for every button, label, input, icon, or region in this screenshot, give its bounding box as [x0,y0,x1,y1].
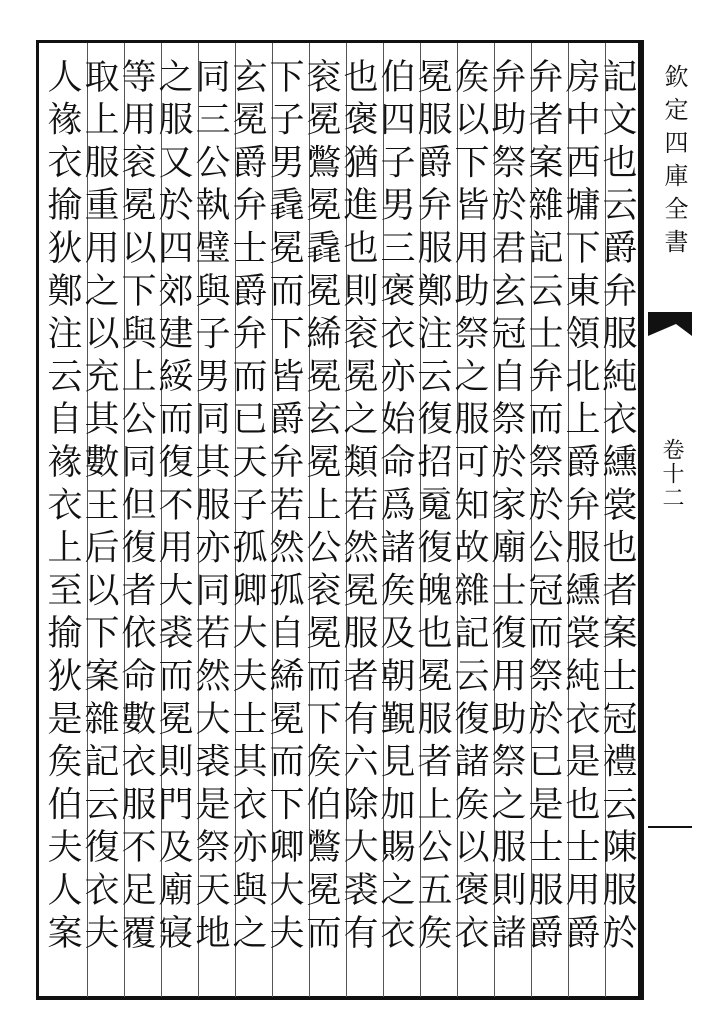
text-column-1: 記文也云爵弁服純衣纁裳也者案士冠禮云陳服於 [597,58,637,957]
margin-tick [648,826,692,828]
margin-rule [641,40,644,1000]
text-column-6: 冕服爵弁服鄭注云復招䰟復魄也冕服者上公五矦 [412,58,452,957]
text-column-5: 矦以下皆用助祭之服可知故雜記云復諸矦以褒衣 [449,58,489,957]
text-column-2: 房中西墉下東領北上爵弁服纁裳純衣是也士用爵 [560,58,600,957]
text-column-8: 也褒猶進也則衮冕之類若然冕服者有六除大裘有 [338,58,378,957]
text-column-3: 弁者案雜記云士弁而祭於公冠而祭於已是士服爵 [523,58,563,957]
text-column-12: 同三公執璧與子男同其服亦同若然大裘是祭天地 [190,58,230,957]
text-column-16: 人褖衣揄狄鄭注云自褖衣上至揄狄是矦伯夫人案 [42,58,82,957]
text-column-13: 之服又於四郊建綏而復不用大裘而冕則門及廟寢 [153,58,193,957]
fish-tail-mark [646,310,694,338]
text-column-9: 衮冕鷩冕毳冕絺冕玄冕上公衮冕而下矦伯鷩冕而 [301,58,341,957]
text-column-4: 弁助祭於君玄冠自祭於家廟士復用助祭之服則諸 [486,58,526,957]
text-column-10: 下子男毳冕而下皆爵弁若然孤自絺冕而下卿大夫 [264,58,304,957]
margin-title: 欽定四庫全書 [660,64,688,262]
margin-juan: 卷十二 [659,438,684,510]
text-column-11: 玄冕爵弁士爵弁而已天子孤卿大夫士其衣亦與之 [227,58,267,957]
text-column-15: 取上服重用之以充其數王后以下案雜記云復衣夫 [79,58,119,957]
text-column-7: 伯四子男三褒衣亦始命爲諸矦及朝覲見加賜之衣 [375,58,415,957]
text-column-14: 等用衮冕以下與上公同但復者依命數衣服不足覆 [116,58,156,957]
